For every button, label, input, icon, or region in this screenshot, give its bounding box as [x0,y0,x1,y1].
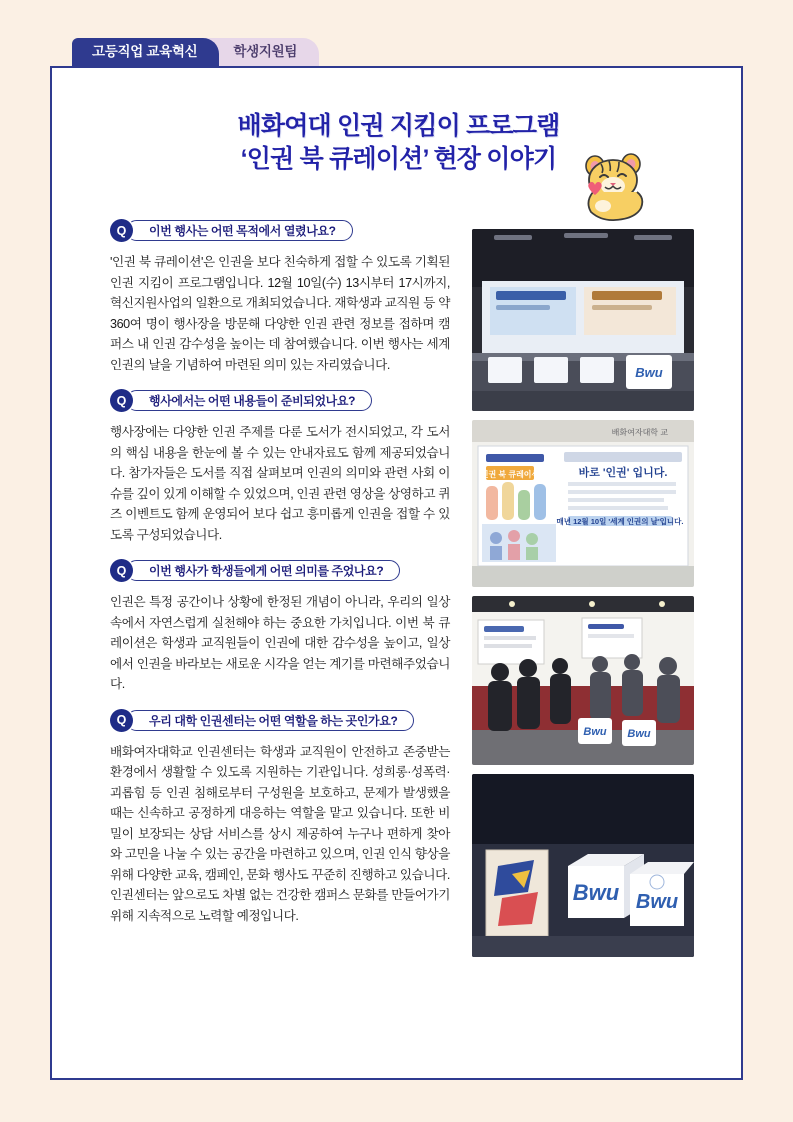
svg-text:인권 북 큐레이션: 인권 북 큐레이션 [480,470,540,479]
answer-text: 배화여자대학교 인권센터는 학생과 교직원이 안전하고 존중받는 환경에서 생활할 수 있도록 지원하는 기관입니다. 성희롱·성폭력·괴롭힘 등 인권 침해로부터 구성원을 보호하고, 문제가 발생했을 때는 신속하고 공정하게 대응하는 역할을 맡고 있습니다. 또한 비밀이 보장되는 상담 서비스를 상시 제공하여 누구나 편하게 찾아와 고민을 나눌 수 있는 공간을 마련하고 있으며, 인권 인식 향상을 위해 다양한 교육, 캠페인, 문화 행사도 꾸준히 진행하고 있습니다. 인권센터는 앞으로도 차별 없는 건강한 캠퍼스 문화를 만들어가기 위해 지속적으로 노력할 예정입니다. [110,744,450,923]
answer-text: '인권 북 큐레이션'은 인권을 보다 친숙하게 접할 수 있도록 기획된 인권 지킴이 프로그램입니다. 12월 10일(수) 13시부터 17시까지, 혁신지원사업의 일환으로 개최되었습니다. 재학생과 교직원 등 약 360여 명이 행사장을 방문해 다양한 인권 관련 정보를 접하며 캠퍼스 내 인권 감수성을 높이는 데 참여했습니다. 이번 행사는 세계인권의 날을 기념하여 마련된 의미 있는 자리였습니다. [110,255,450,372]
photo-bwu-book-boxes [472,774,694,957]
question-pill [126,710,414,731]
question-header [110,710,450,733]
title-line-1: 배화여대 인권 지킴이 프로그램 [237,112,560,140]
tab-bar [72,38,319,66]
svg-text:배화여자대학 교: 배화여자대학 교 [611,428,668,437]
tab-label: 고등직업 교육혁신 [92,44,198,59]
photo-visitors-viewing [472,596,694,765]
question-marker-icon: Q [110,559,133,582]
tiger-mascot-icon [567,146,663,224]
svg-text:Bwu: Bwu [583,726,607,738]
svg-text:Bwu: Bwu [635,891,679,913]
question-pill [126,390,372,411]
qa-item [110,710,450,927]
qa-column [110,220,450,941]
content-area [52,220,745,1060]
question-marker-icon: Q [110,389,133,412]
question-marker-icon: Q [110,709,133,732]
question-text: 행사에서는 어떤 내용들이 준비되었나요? [149,394,355,409]
question-text: 우리 대학 인권센터는 어떤 역할을 하는 곳인가요? [149,713,398,728]
question-text: 이번 행사는 어떤 목적에서 열렸나요? [149,224,336,238]
tab-highered-innovation[interactable] [72,38,219,66]
tab-student-support-team[interactable] [205,38,319,66]
question-pill [126,220,353,241]
photo-exhibition-hall [472,229,694,411]
photo-banner-panel [472,420,694,587]
answer-text: 행사장에는 다양한 인권 주제를 다룬 도서가 전시되었고, 각 도서의 핵심 내용을 한눈에 볼 수 있는 안내자료도 함께 제공되었습니다. 참가자들은 도서를 직접 살펴보며 인권의 의미와 관련 사회 이슈를 깊이 있게 이해할 수 있었으며, 인권 관련 영상을 상영하고 퀴즈 이벤트도 함께 운영되어 보다 쉽고 흥미롭게 인권을 접할 수 있도록 구성되었습니다. [110,425,450,542]
question-text: 이번 행사가 학생들에게 어떤 의미를 주었나요? [149,564,384,579]
question-pill [126,560,400,581]
question-marker-icon: Q [110,219,133,242]
svg-text:Bwu: Bwu [627,728,651,740]
qa-item [110,560,450,695]
svg-text:매년 12월 10일 '세계 인권의 날'입니다.: 매년 12월 10일 '세계 인권의 날'입니다. [556,517,684,526]
svg-text:Bwu: Bwu [635,365,663,380]
tab-label: 학생지원팀 [233,44,298,59]
qa-item [110,390,450,545]
title-line-2: ‘인권 북 큐레이션’ 현장 이야기 [240,145,557,173]
qa-item [110,220,450,375]
answer-text: 인권은 특정 공간이나 상황에 한정된 개념이 아니라, 우리의 일상 속에서 자연스럽게 실천해야 하는 중요한 가치입니다. 이번 북 큐레이션은 학생과 교직원들이 인권에 대한 감수성을 높이고, 일상에서 인권을 바라보는 새로운 시각을 얻는 계기를 마련해주었습니다. [110,595,450,692]
svg-text:Bwu: Bwu [572,880,620,905]
document-frame [50,66,743,1080]
question-header [110,220,450,243]
svg-text:바로 '인권' 입니다.: 바로 '인권' 입니다. [578,467,668,479]
question-header [110,390,450,413]
question-header [110,560,450,583]
photo-column [472,229,694,966]
